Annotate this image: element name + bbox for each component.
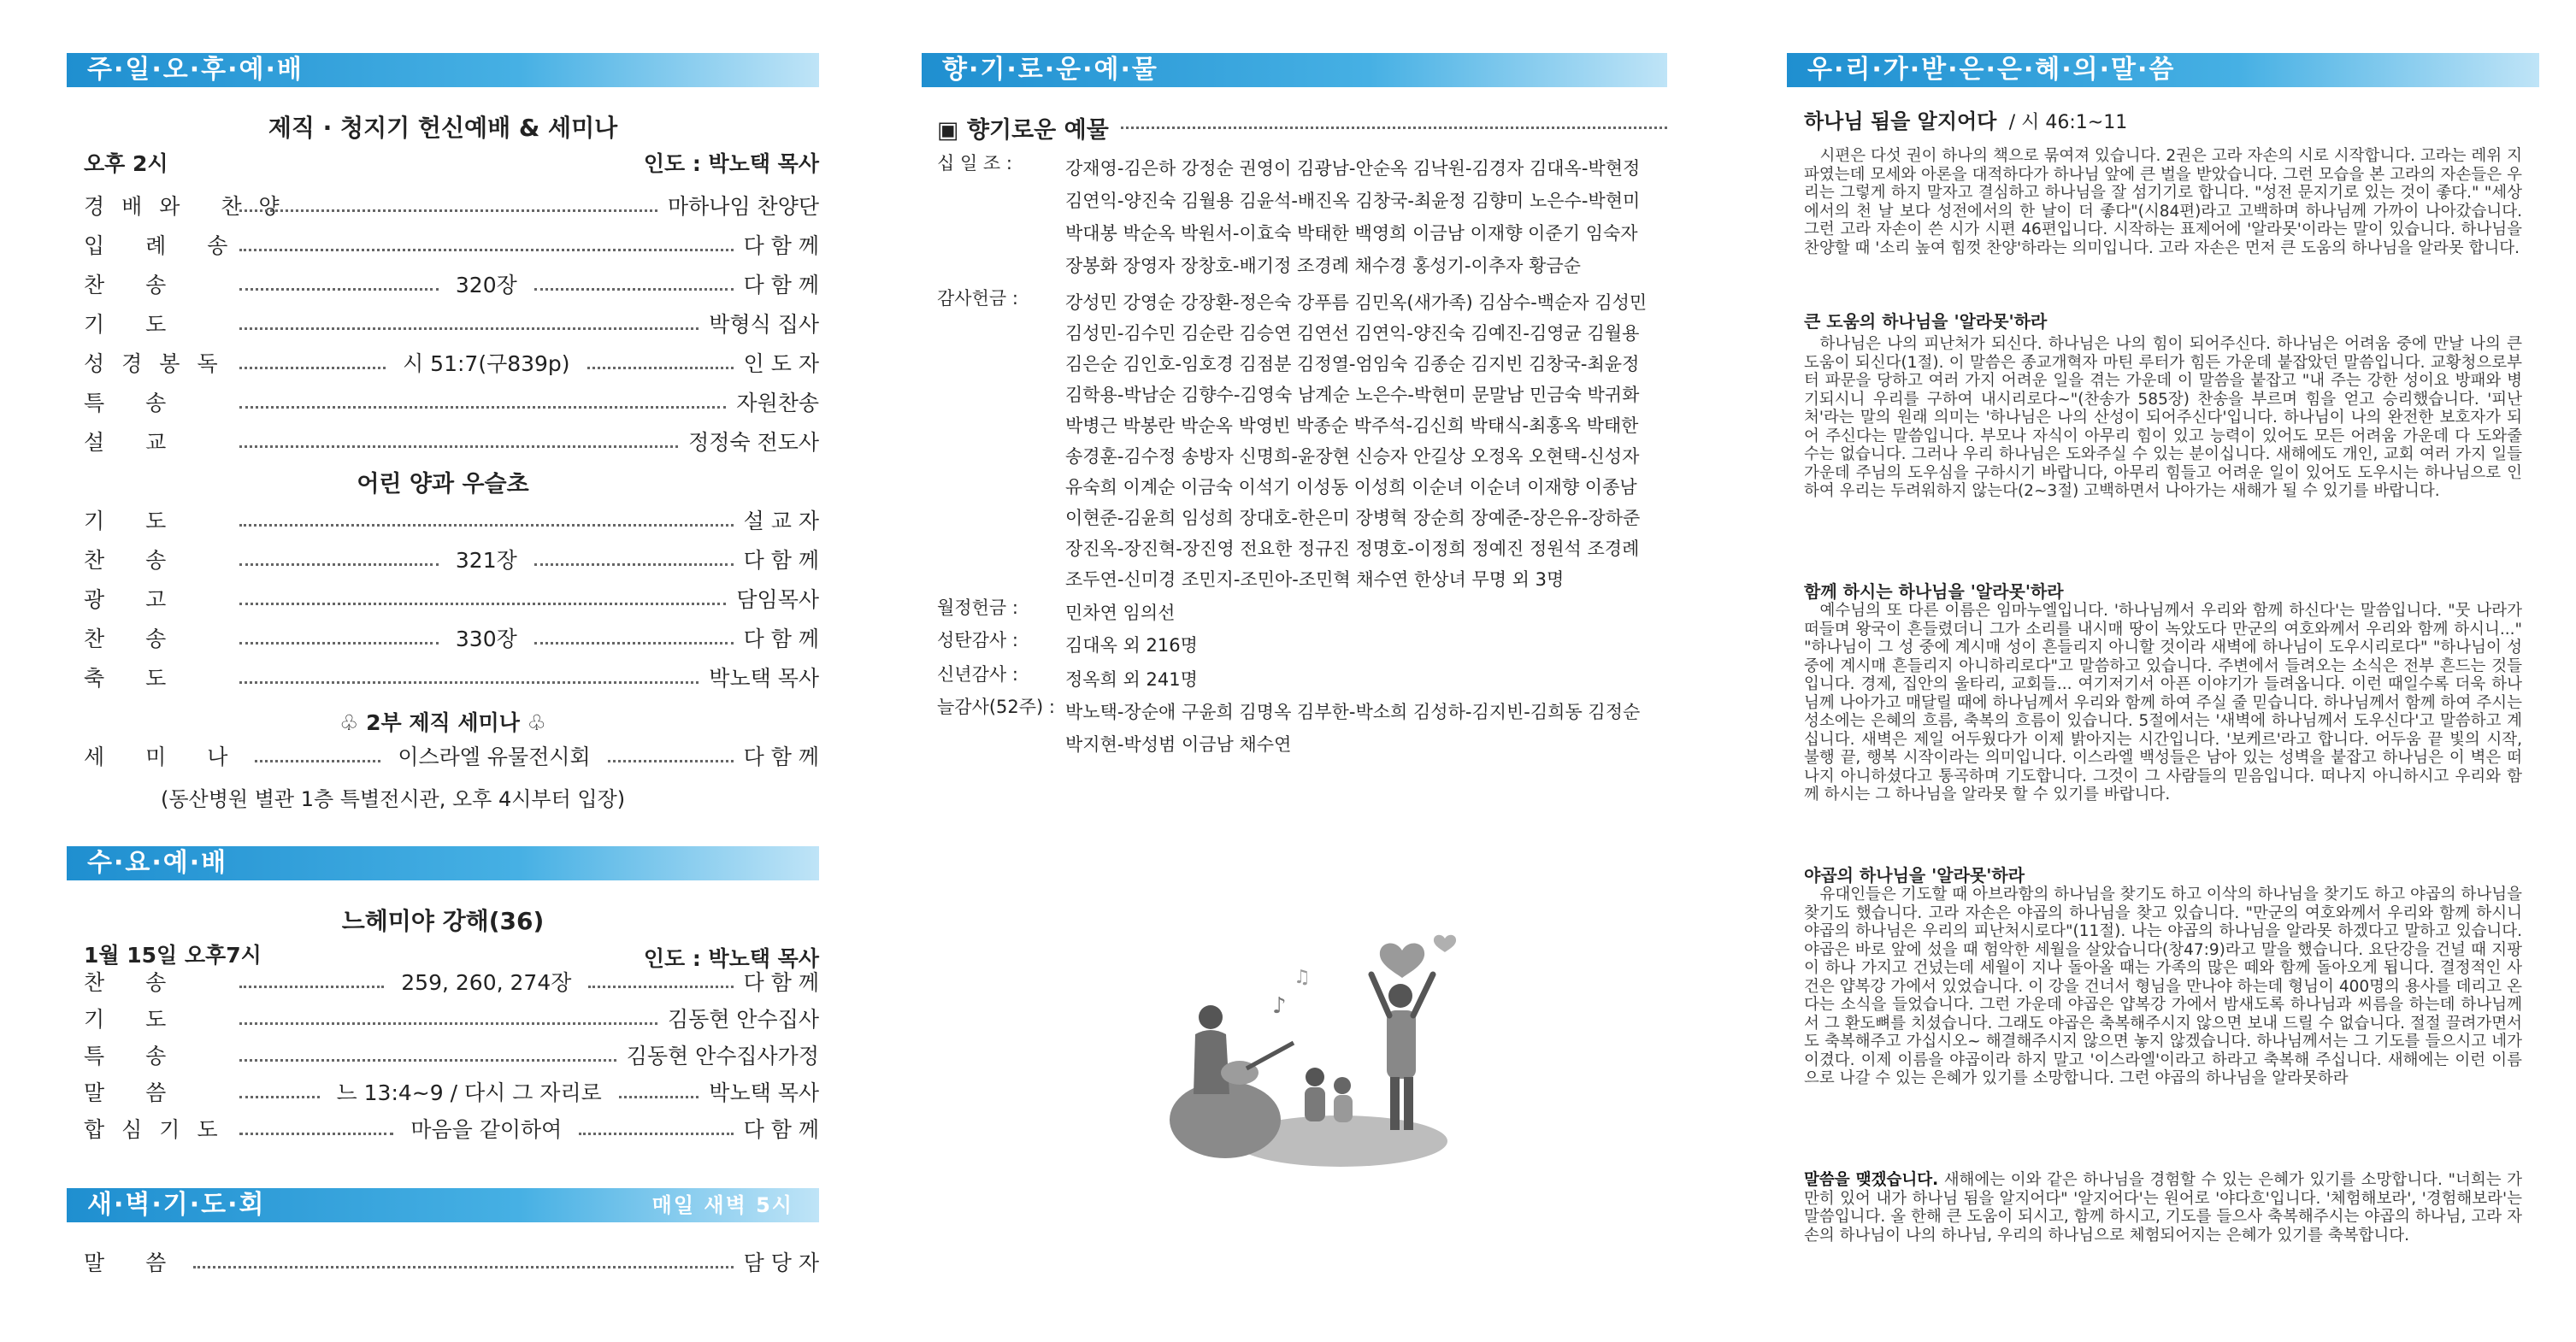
leader-dots — [534, 287, 734, 291]
order-row-label: 광 고 — [84, 587, 184, 612]
offering-names: 박노택-장순애 구윤희 김명옥 김부한-박소희 김성하-김지빈-김희동 김정순 박지현-박성범 이금남 채수연 — [1065, 702, 1641, 755]
sermon-title: 하나님 됨을 알지어다 — [1804, 109, 1997, 133]
order-row-value: 박노택 목사 — [709, 666, 819, 691]
offerings-list — [937, 152, 1655, 802]
order-row-detail: 마음을 같이하여 — [410, 1117, 563, 1142]
order-row-value: 자원찬송 — [736, 391, 819, 415]
dawn-prayer-band-label: 새·벽·기·도·회 — [87, 1190, 266, 1220]
order-row — [84, 1003, 819, 1033]
offering-entry — [937, 152, 1655, 287]
worship-illustration — [1144, 915, 1503, 1171]
order-row-detail: 시 51:7(구839p) — [403, 351, 570, 376]
offering-names: 민차연 임의선 — [1065, 603, 1176, 623]
offerings-heading: ▣ 향기로운 예물 — [937, 117, 1109, 144]
order-row-label: 찬 송 — [84, 548, 184, 573]
heading-rule — [1121, 127, 1667, 129]
order-row-label: 찬 송 — [84, 273, 184, 297]
offering-category: 십 일 조 : — [937, 153, 1012, 174]
sermon-scripture-ref: / 시 46:1~11 — [2008, 112, 2128, 133]
order-row-value: 다 함 께 — [743, 273, 820, 297]
offering-names: 강성민 강영순 강장환-정은숙 강푸름 김민옥(새가족) 김삼수-백순자 김성민 김성민-김수민 김순란 김승연 김연선 김연익-양진숙 김예진-김영균 김월용 김은순 김인호-임호경 김점분 김정열-엄임숙 김종순 김지빈 김창국-최윤정 김학용-박남순 김향수-김영숙 남계순 노은수-박현미 문말남 민금숙 박귀화 박병근 박봉란 박순옥 박영빈 박종순 박주석-김신희 박태식-최홍옥 박태한 송경훈-김수정 송방자 신명희-윤장현 신승자 안길상 오정옥 오현택-신성자 유숙희 이계순 이금숙 이석기 이성동 이성희 이순녀 이순녀 이재향 이종남 이현준-김윤희 임성희 장대호-한은미 장병혁 장순희 장예준-장은유-장하준 장진옥-장진혁-장진영 전요한 정규진 정명호-이정희 정예진 정원석 조경례 조두연-신미경 조민지-조민아-조민혁 채수연 한상녀 무명 외 3명 — [1065, 292, 1648, 590]
offering-entry — [937, 597, 1655, 629]
order-row-detail: 321장 — [455, 548, 517, 573]
sermon-section-1-heading: 큰 도움의 하나님을 '알라못'하라 — [1804, 311, 2048, 332]
order-row-label: 찬 송 — [84, 970, 184, 995]
offerings-band — [922, 53, 1667, 87]
afternoon-worship-band-label: 주·일·오·후·예·배 — [87, 55, 304, 85]
leader-dots — [239, 248, 734, 251]
leader-dots — [619, 1095, 699, 1098]
offerings-heading-row — [937, 111, 1667, 144]
order-row-value: 담임목사 — [736, 587, 819, 612]
leader-dots — [193, 1265, 733, 1268]
leader-dots — [579, 1132, 733, 1135]
order-row-value: 다 함 께 — [743, 1117, 820, 1142]
sermon-band — [1787, 53, 2539, 87]
sermon-section-2-body: 예수님의 또 다른 이름은 임마누엘입니다. '하나님께서 우리와 함께 하신다'는 말씀입니다. "뭇 나라가 떠들며 왕국이 흔들렸더니 그가 소리를 내시매 땅이 녹았도다 만군의 여호와께서 우리와 함께 하시니..." "하나님이 그 성 중에 계시매 성이 흔들리지 아니할 것이라 새벽에 하나님이 도우시리로다" "하나님이 성중에 계시매 흔들리지 아니하리로다"고 말씀하고 있습니다. 주변에서 들려오는 소식은 전부 흔드는 것들입니다. 경제, 집안의 울타리, 교회들... 여기저기서 아픈 이야기가 들려옵니다. 이런 때일수록 더욱 하나님께 나아가고 매달릴 때에 하나님께서 우리와 함께 하여 주실 줄 믿습니다. 하나님께서 함께 하여 주시는 성소에는 은혜의 흐름, 축복의 흐름이 있습니다. 5절에서는 '새벽에 하나님께서 도우신다'고 말씀하고 계십니다. 새벽은 제일 어두웠다가 이제 밝아지는 시간입니다. '보케르'라고 합니다. 어두움 끝 빛의 시작, 불행 끝, 행복 시작이라는 의미입니다. 이스라엘 백성들은 남아 있는 성벽을 붙잡고 하나님은 이 벽은 떠나지 아니하셨다고 통곡하며 기도합니다. 그것이 그 사람들의 믿음입니다. 떠나지 아니하시고 우리와 함께 하시는 그 하나님을 알라못 할 수 있기를 바랍니다. — [1804, 602, 2522, 803]
order-row-value: 인 도 자 — [743, 351, 819, 376]
leader-dots — [239, 641, 439, 645]
leader-dots — [239, 1058, 616, 1062]
dawn-prayer-row-label: 말 씀 — [84, 1251, 184, 1275]
offering-category: 늘감사(52주) : — [937, 697, 1056, 717]
standing-person-figure — [1371, 974, 1433, 1130]
wednesday-worship-time: 1월 15일 오후7시 — [84, 943, 262, 968]
leader-dots — [587, 366, 734, 369]
offering-entry — [937, 696, 1655, 764]
sermon-band-label: 우·리·가·받·은·은·혜·의·말·씀 — [1807, 55, 2176, 85]
dawn-prayer-band — [67, 1188, 819, 1222]
leader-dots — [239, 405, 726, 409]
leader-dots — [588, 985, 733, 988]
order-row-label: 축 도 — [84, 666, 184, 691]
order-row — [84, 583, 819, 614]
leader-dots — [239, 680, 699, 684]
leader-dots — [239, 985, 384, 988]
leader-dots — [239, 366, 386, 369]
seminar-row-detail: 이스라엘 유물전시회 — [398, 745, 591, 769]
order-row-label: 기 도 — [84, 312, 184, 337]
offering-entry — [937, 287, 1655, 597]
order-row-detail: 259, 260, 274장 — [401, 970, 572, 995]
wednesday-worship-title: 느헤미야 강해(36) — [341, 907, 545, 935]
order-row — [84, 504, 819, 535]
sitting-people-figure — [1305, 1068, 1353, 1122]
leader-dots — [239, 444, 678, 448]
leader-dots — [239, 1095, 320, 1098]
offering-entry — [937, 629, 1655, 663]
offering-category: 월정헌금 : — [937, 597, 1018, 618]
order-row — [84, 426, 819, 456]
order-row-value: 마하나임 찬양단 — [668, 194, 819, 219]
music-note-icon — [1272, 967, 1311, 1019]
seminar-note: (동산병원 별관 1층 특별전시관, 오후 4시부터 입장) — [161, 787, 626, 811]
leader-dots — [239, 327, 699, 330]
order-row-label: 찬 송 — [84, 627, 184, 651]
order-row — [84, 662, 819, 692]
order-row-label: 경배와 찬양 — [84, 194, 297, 219]
svg-text:♪: ♪ — [1272, 993, 1287, 1019]
heart-icon — [1380, 935, 1456, 978]
afternoon-worship-leader: 인도 : 박노택 목사 — [643, 151, 819, 176]
order-row-value: 김동현 안수집사가정 — [626, 1044, 819, 1068]
offering-entry — [937, 663, 1655, 696]
offering-names: 김대옥 외 216명 — [1065, 635, 1198, 656]
leader-dots — [534, 641, 734, 645]
seminar-title: ♧ 2부 제직 세미나 ♧ — [339, 710, 546, 735]
order-row — [84, 268, 819, 299]
order-row — [84, 966, 819, 997]
order-row-value: 다 함 께 — [743, 233, 819, 258]
order-row — [84, 1076, 819, 1107]
sermon-section-2-heading: 함께 하시는 하나님을 '알라못'하라 — [1804, 581, 2064, 602]
sermon-intro: 시편은 다섯 권이 하나의 책으로 묶여져 있습니다. 2권은 고라 자손의 시로 시작합니다. 고라는 레위 지파였는데 모세와 아론을 대적하다가 하나님 앞에 큰 벌을 받았습니다. 그런 모습을 본 고라의 자손들은 우리는 그렇게 하지 말자고 결심하고 하나님을 잘 섬기기로 합니다. "성전 문지기로 있는 것이 좋다." "세상에서의 천 날 보다 성전에서의 한 날이 더 좋다"(시84편)라고 고백하며 하나님께 가까이 나아갔습니다. 그런 고라 자손이 쓴 시가 시편 46편입니다. 시작하는 표제어에 '알라못'이라는 말이 있습니다. 하나님을 찬양할 때 '소리 높여 힘껏 찬양'하라는 의미입니다. 고라 자손은 먼저 큰 도움의 하나님을 알라못 합니다. — [1804, 147, 2522, 257]
order-row-detail: 320장 — [455, 273, 517, 297]
offerings-band-label: 향·기·로·운·예·물 — [942, 55, 1158, 85]
order-row-label: 성경봉독 — [84, 351, 235, 376]
order-row-label: 특 송 — [84, 1044, 184, 1068]
leader-dots — [239, 562, 439, 566]
sermon-section-1-body: 하나님은 나의 피난처가 되신다. 하나님은 나의 힘이 되어주신다. 하나님은 어려움 중에 만날 나의 큰 도움이 되신다(1절). 이 말씀은 종교개혁자 마틴 루터가 힘든 가운데 붙잡았던 말씀입니다. 교황청으로부터 파문을 당하고 여러 가지 어려운 일을 겪는 가운데 이 말씀을 붙잡고 "내 주는 강한 성이요 방패와 병기되시니 우리를 구하여 내시리로다~"(찬송가 585장) 찬송을 부르며 힘을 얻고 승리했습니다. '피난처'라는 말의 원래 의미는 '하나님은 나의 산성이 되어주신다'입니다. 하나님이 나의 완전한 보호자가 되어 주신다는 말씀입니다. 부모나 자식이 아무리 힘이 있고 능력이 있어도 모든 어려움 가운데 다 도와줄 수는 없습니다. 그러나 우리 하나님은 도와주실 수 있는 분이십니다. 새해에도 개인, 교회 여러 가지 일들 가운데 주님의 도우심을 구하시기 바랍니다, 아무리 힘들고 어려운 일이 있어도 도우시는 하나님으로 인하여 우리는 두려워하지 않는다(2~3절) 고백하면서 나아가는 새해가 될 수 있기를 바랍니다. — [1804, 335, 2522, 500]
order-row-detail: 느 13:4~9 / 다시 그 자리로 — [336, 1080, 602, 1105]
afternoon-worship-time: 오후 2시 — [84, 151, 168, 176]
order-row — [84, 1113, 819, 1144]
order-row-label: 설 교 — [84, 430, 184, 455]
offering-category: 성탄감사 : — [937, 630, 1018, 650]
sermon-closing — [1804, 1171, 2522, 1245]
order-row-value: 다 함 께 — [743, 970, 820, 995]
order-row-label: 기 도 — [84, 509, 184, 533]
sermon-section-3-heading: 야곱의 하나님을 '알라못'하라 — [1804, 865, 2025, 886]
leader-dots — [239, 287, 439, 291]
wednesday-worship-band — [67, 846, 819, 880]
order-row-value: 김동현 안수집사 — [668, 1007, 819, 1032]
order-row-label: 기 도 — [84, 1007, 184, 1032]
order-row-detail: 330장 — [455, 627, 517, 651]
offering-names: 정옥희 외 241명 — [1065, 669, 1198, 690]
order-row — [84, 622, 819, 653]
seminar-row — [84, 740, 819, 771]
order-row-label: 특 송 — [84, 391, 184, 415]
afternoon-worship-title: 제직 · 청지기 헌신예배 & 세미나 — [268, 114, 618, 142]
sermon-section-3-body: 유대인들은 기도할 때 아브라함의 하나님을 찾기도 하고 이삭의 하나님을 찾기도 하고 야곱의 하나님을 찾기도 했습니다. 고라 자손은 야곱의 하나님을 찾고 있습니다. "만군의 여호와께서 우리와 함께 하시니 야곱의 하나님은 우리의 피난처시로다"(11절). 나는 야곱의 하나님을 알라못 하겠다고 말하고 있습니다. 야곱은 바로 앞에 섰을 때 험악한 세월을 살았습니다(창47:9)라고 말을 했습니다. 요단강을 건널 때 지팡이 하나 가지고 건넜는데 세월이 지나 돌아올 때는 가족의 많은 떼와 함께 돌아오게 됩니다. 결정적인 사건은 얍복강 가에서 있었습니다. 이 강을 건너서 형님을 만나야 하는데 형님이 400명의 용사를 데리고 온다는 소식을 들었습니다. 그런 가운데 야곱은 얍복강 가에서 밤새도록 하나님과 씨름을 하는데 하나님께서 그 환도뼈를 치셨습니다. 그래도 야곱은 축복해주시지 않으면 보내 드릴 수 없습니다. 절절 끌려가면서도 축복해주고 가십시오~ 해결해주시지 않으면 놓지 않겠습니다. 하나님께서는 그 기도를 들으시고 네가 이겼다. 이제 이름을 야곱이라 하지 말고 '이스라엘'이라고 하라고 축복해 주십니다. 새해에는 이런 이름으로 나갈 수 있는 은혜가 있기를 소망합니다. 그런 야곱의 하나님을 알라못하라 — [1804, 886, 2522, 1087]
leader-dots — [608, 759, 734, 762]
seminar-row-value: 다 함 께 — [743, 745, 819, 769]
order-row — [84, 386, 819, 417]
order-row-value: 박노택 목사 — [709, 1080, 819, 1105]
sermon-title-row — [1804, 104, 2127, 134]
svg-text:♫: ♫ — [1294, 967, 1311, 988]
seminar-row-label: 세 미 나 — [84, 745, 245, 769]
dawn-prayer-row-value: 담 당 자 — [743, 1251, 819, 1275]
sermon-title: 어린 양과 우슬초 — [357, 471, 529, 497]
leader-dots — [239, 1021, 657, 1025]
leader-dots — [534, 562, 734, 566]
leader-dots — [239, 523, 734, 527]
leader-dots — [255, 759, 380, 762]
sermon-closing-heading: 말씀을 맺겠습니다. — [1804, 1171, 1939, 1189]
wednesday-worship-leader: 인도 : 박노택 목사 — [643, 946, 819, 971]
order-row — [84, 308, 819, 338]
sermon-closing-body: 새해에는 이와 같은 하나님을 경험할 수 있는 은혜가 있기를 소망합니다. "너희는 가만히 있어 내가 하나님 됨을 알지어다" '알지어다'는 원어로 '야다흐'입니다. '체험해보라', '경험해보라'는 말씀입니다. 올 한해 큰 도움이 되시고, 함께 하시고, 기도를 들으사 축복해주시는 야곱의 하나님, 고라 자손의 하나님이 나의 하나님, 우리의 하나님으로 체험되어지는 은혜가 있기를 축복합니다. — [1804, 1171, 2522, 1245]
offering-category: 신년감사 : — [937, 664, 1018, 685]
order-row — [84, 229, 819, 260]
order-row-value: 다 함 께 — [743, 548, 820, 573]
leader-dots — [239, 209, 657, 212]
offering-names: 강재영-김은하 강정순 권영이 김광남-안순옥 김낙원-김경자 김대옥-박현정 김연익-양진숙 김월용 김윤석-배진옥 김창국-최윤정 김향미 노은수-박현미 박대봉 박순옥 박원서-이효숙 박태한 백영희 이금남 이재향 이준기 임숙자 장봉화 장영자 장창호-배기정 조경례 채수경 홍성기-이추자 황금순 — [1065, 158, 1641, 276]
order-row — [84, 544, 819, 574]
leader-dots — [239, 602, 726, 605]
order-row-label: 입 례 송 — [84, 233, 245, 258]
order-row — [84, 190, 819, 221]
order-row — [84, 347, 819, 378]
order-row-value: 정정숙 전도사 — [688, 430, 819, 455]
order-row-label: 말 씀 — [84, 1080, 184, 1105]
order-row-value: 설 교 자 — [743, 509, 819, 533]
leader-dots — [239, 1132, 393, 1135]
afternoon-worship-band — [67, 53, 819, 87]
order-row-label: 합심기도 — [84, 1117, 235, 1142]
order-row-value: 다 함 께 — [743, 627, 820, 651]
order-row — [84, 1039, 819, 1070]
dawn-prayer-row — [84, 1246, 819, 1277]
wednesday-worship-band-label: 수·요·예·배 — [87, 848, 228, 878]
order-row-value: 박형식 집사 — [709, 312, 819, 337]
offering-category: 감사헌금 : — [937, 288, 1018, 309]
dawn-prayer-schedule: 매일 새벽 5시 — [651, 1193, 793, 1217]
